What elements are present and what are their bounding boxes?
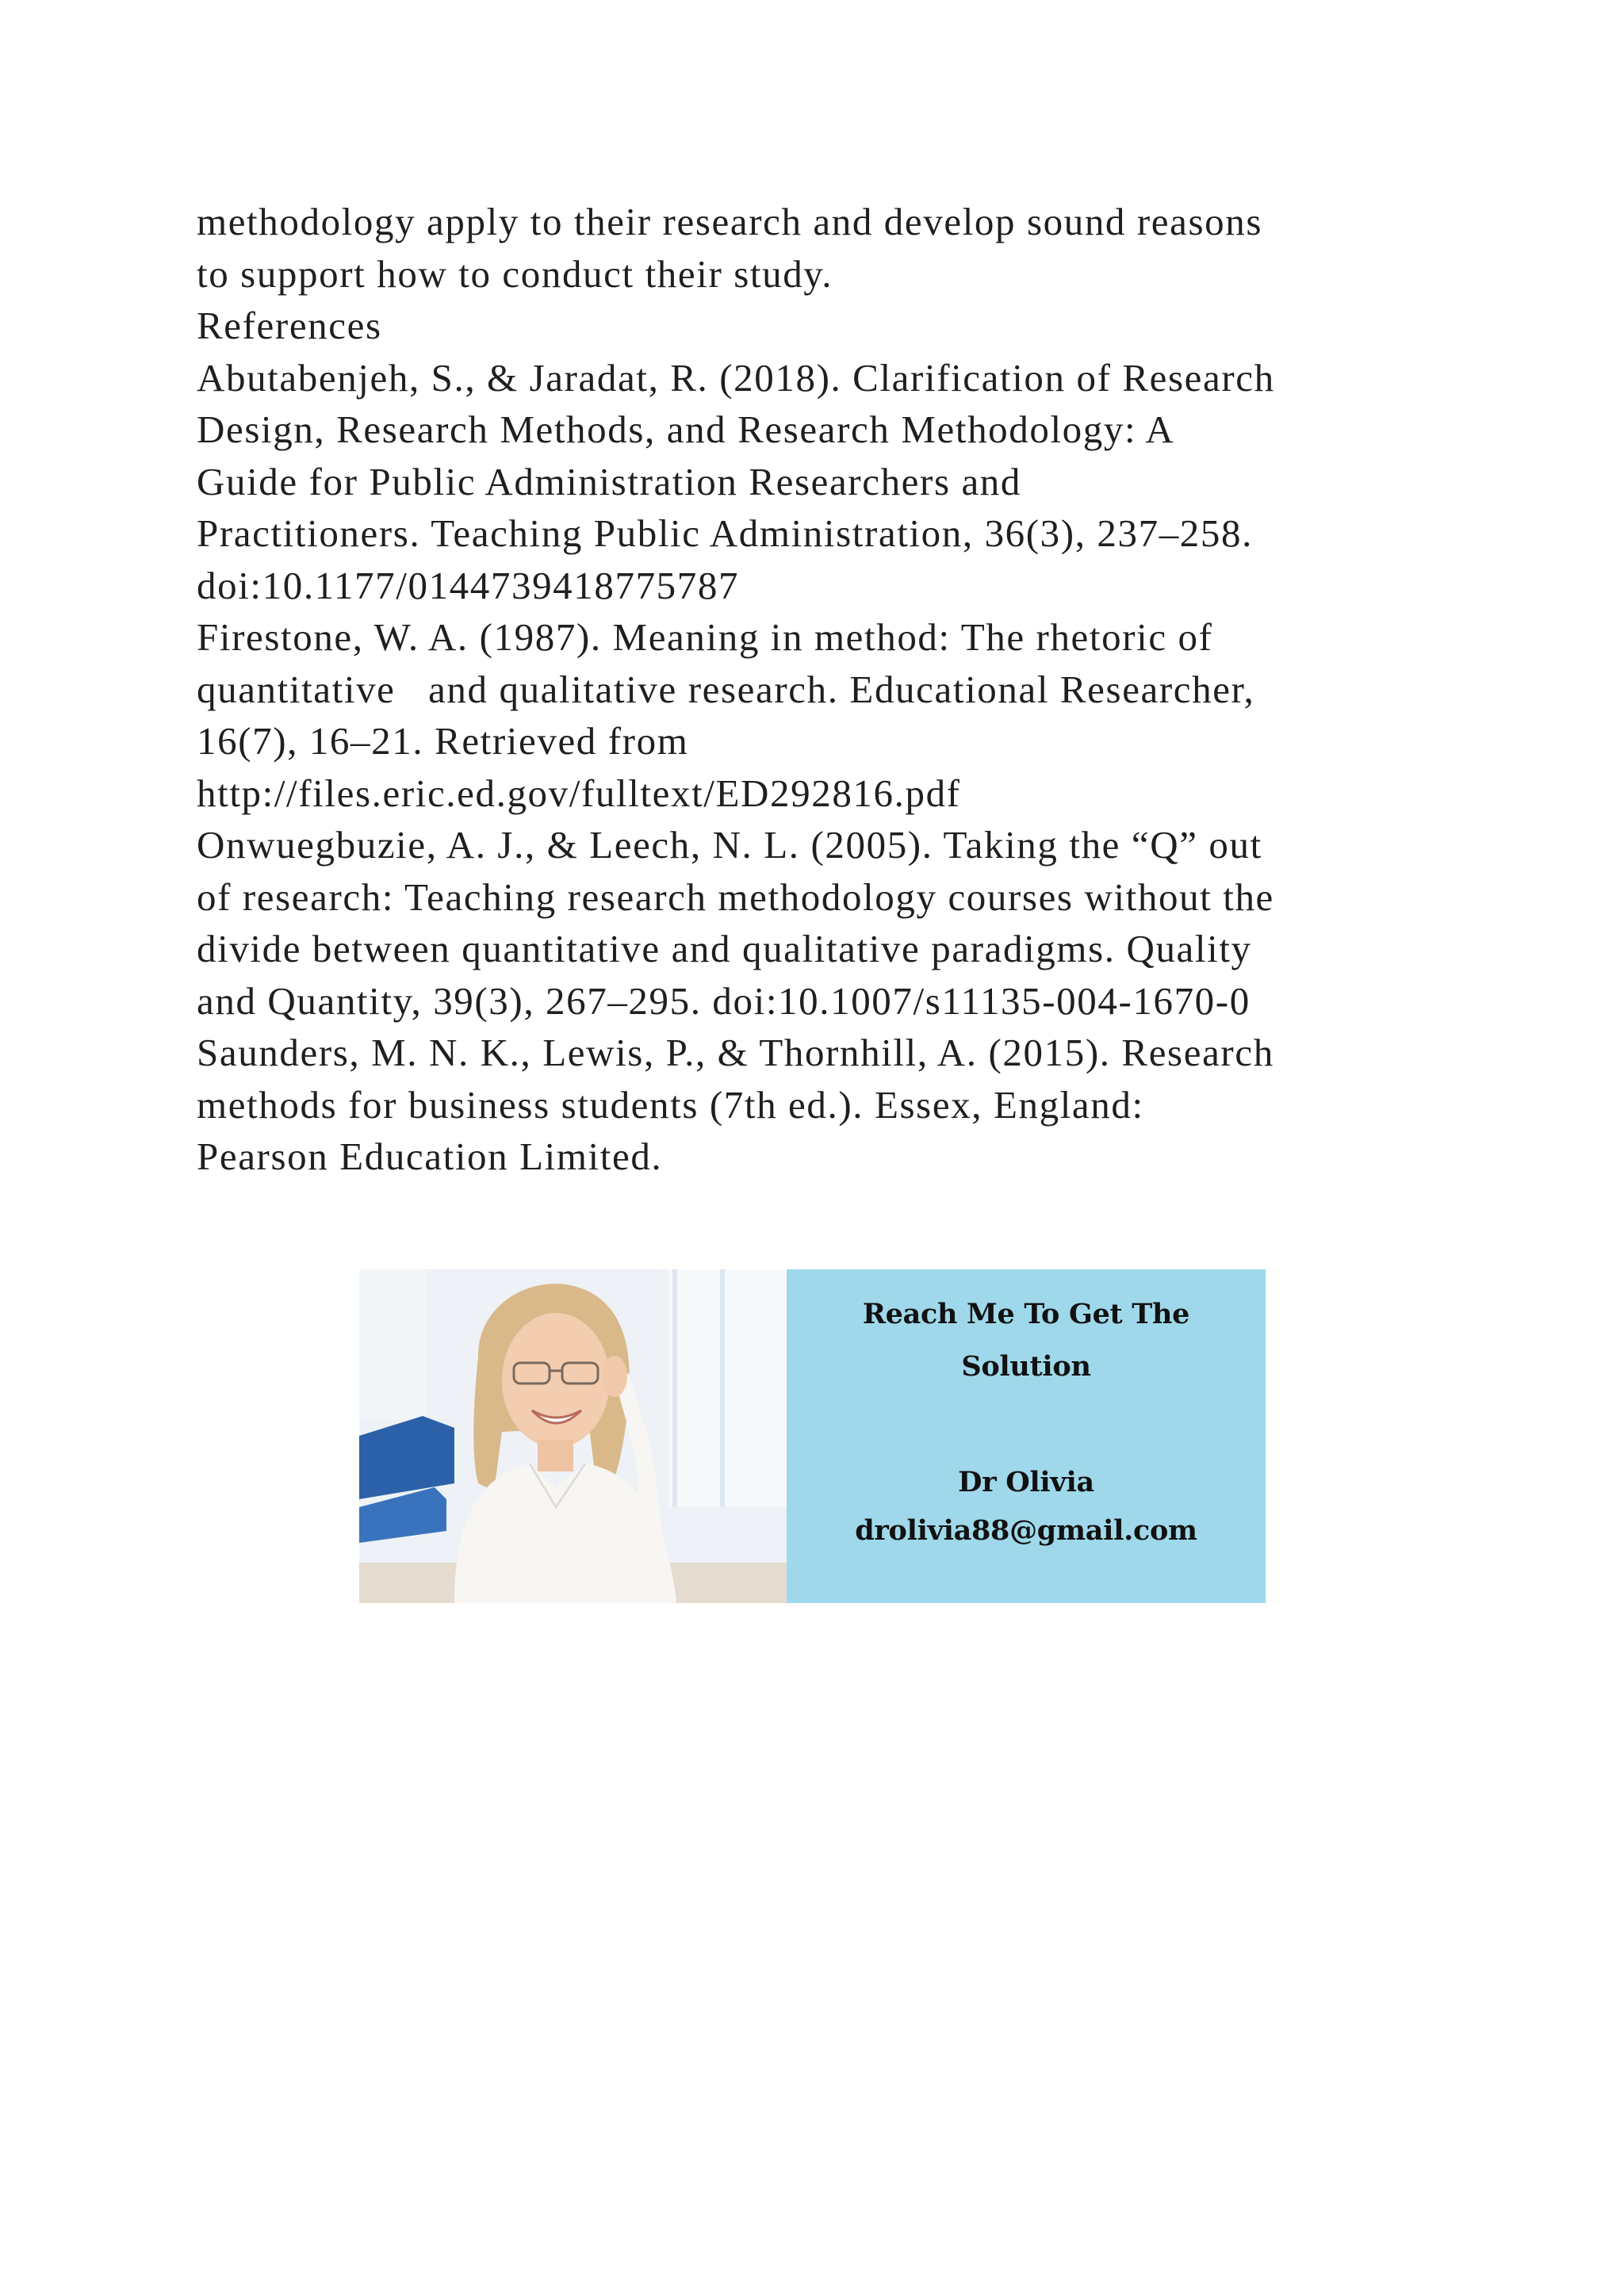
reference-line: Firestone, W. A. (1987). Meaning in method: The rhetoric of (197, 615, 1213, 659)
reference-line: Saunders, M. N. K., Lewis, P., & Thornhill, A. (2015). Research (197, 1031, 1274, 1074)
document-body (197, 196, 1497, 1183)
contact-banner (359, 1269, 1266, 1603)
contact-name: Dr Olivia (958, 1466, 1094, 1498)
reference-line: Practitioners. Teaching Public Administration, 36(3), 237–258. (197, 511, 1253, 555)
reference-line: Guide for Public Administration Researchers and (197, 459, 1022, 503)
reference-line: of research: Teaching research methodology courses without the (197, 874, 1274, 919)
reference-line: Onwuegbuzie, A. J., & Leech, N. L. (2005). Taking the “Q” out (197, 823, 1262, 867)
contact-email: drolivia88@gmail.com (855, 1514, 1197, 1547)
reference-line: Design, Research Methods, and Research Methodology: A (197, 408, 1175, 451)
reference-line: Abutabenjeh, S., & Jaradat, R. (2018). Clarification of Research (197, 355, 1275, 400)
contact-info-panel (787, 1269, 1266, 1603)
reference-line: methods for business students (7th ed.). Essex, England: (197, 1082, 1144, 1127)
reference-line: and Quantity, 39(3), 267–295. doi:10.1007/s11135-004-1670-0 (197, 978, 1251, 1023)
banner-headline: Reach Me To Get The (862, 1298, 1190, 1330)
reference-line: doi:10.1177/0144739418775787 (197, 563, 740, 607)
reference-line: Pearson Education Limited. (197, 1135, 663, 1178)
references-heading: References (197, 304, 382, 347)
body-line: methodology apply to their research and develop sound reasons (197, 200, 1263, 243)
reference-line: 16(7), 16–21. Retrieved from (197, 719, 689, 763)
banner-headline-cont: Solution (961, 1350, 1091, 1383)
reference-line: divide between quantitative and qualitative paradigms. Quality (197, 927, 1252, 970)
body-line: to support how to conduct their study. (197, 251, 833, 296)
woman-with-glasses-photo (359, 1269, 787, 1603)
reference-link: http://files.eric.ed.gov/fulltext/ED292816.pdf (197, 771, 961, 815)
reference-line: quantitative and qualitative research. Educational Researcher, (197, 667, 1255, 711)
